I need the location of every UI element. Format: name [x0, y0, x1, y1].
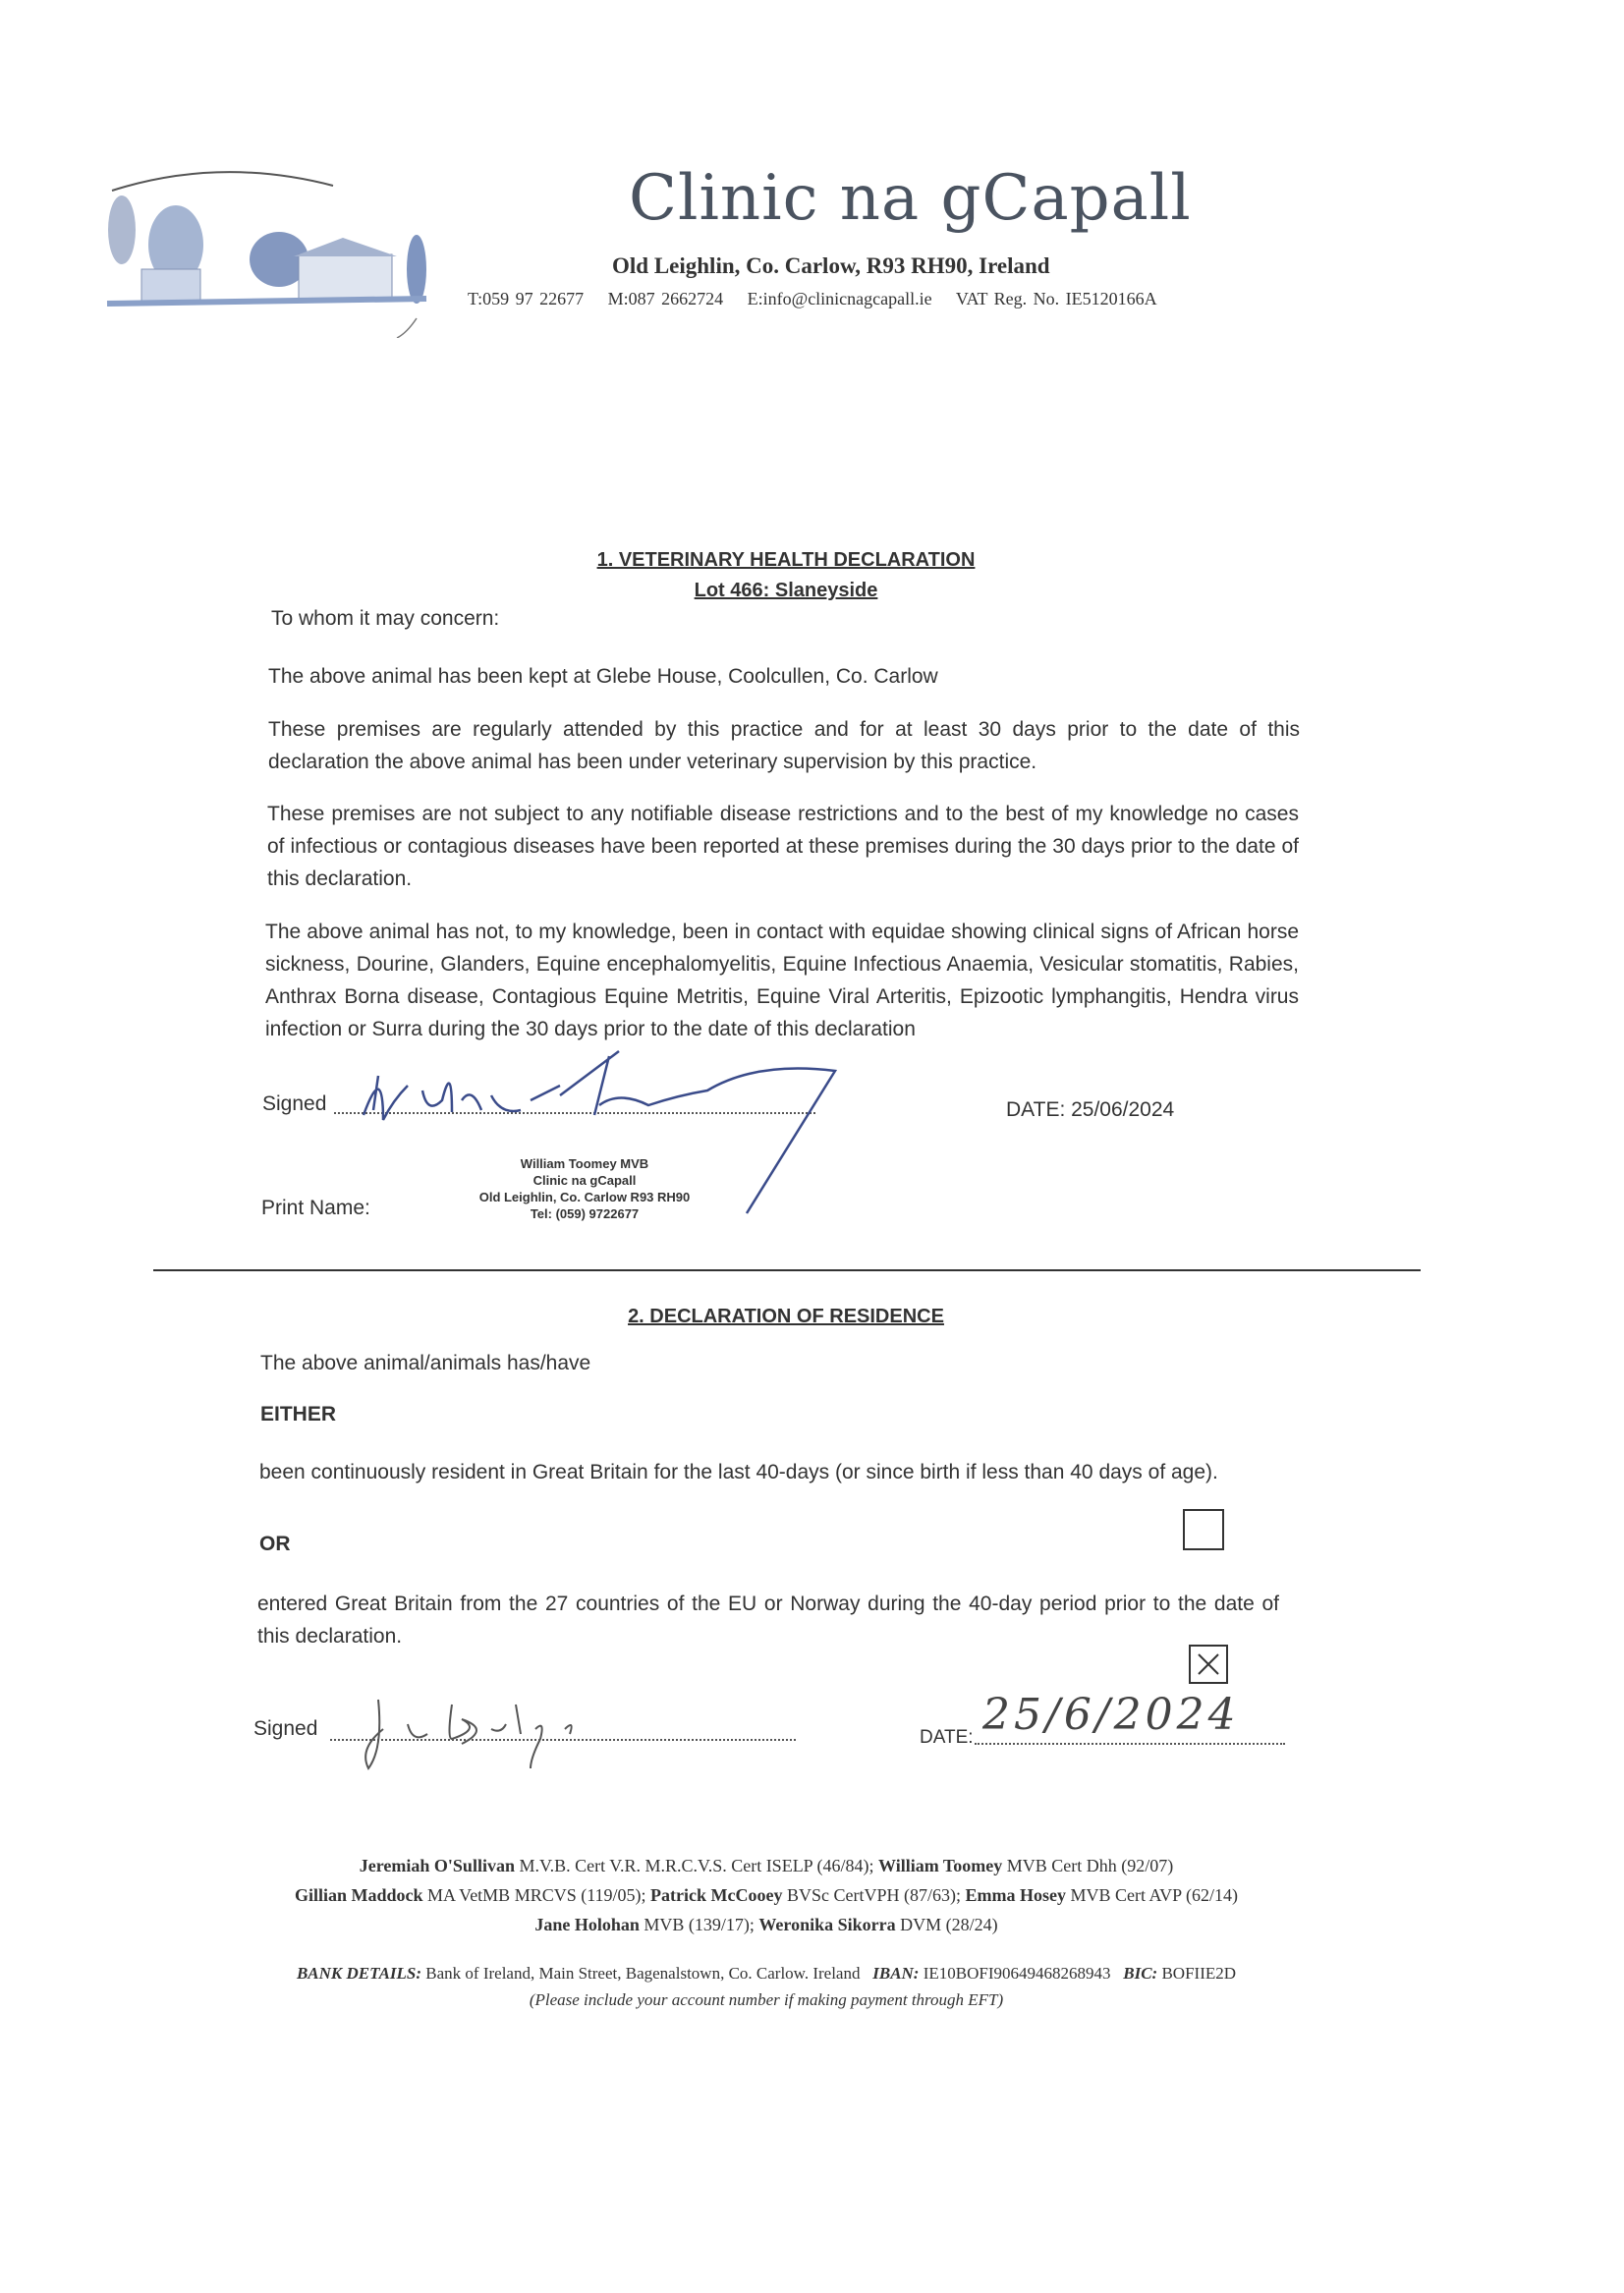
clinic-logo [102, 161, 441, 338]
clinic-contact [468, 289, 1175, 309]
vat-number: VAT Reg. No. IE5120166A [955, 289, 1157, 308]
or-label: OR [259, 1533, 291, 1555]
paragraph-supervision: These premises are regularly attended by this practice and for at least 30 days prior to the date of this declaration the above animal has been under veterinary supervision by this practice. [268, 718, 1300, 773]
mobile: M:087 2662724 [607, 289, 724, 308]
paragraph-premises: The above animal has been kept at Glebe House, Coolcullen, Co. Carlow [268, 665, 938, 688]
section-divider [153, 1269, 1421, 1271]
vet-line-1: Jeremiah O'Sullivan M.V.B. Cert V.R. M.R.C.V.S. Cert ISELP (46/84); William Toomey MVB Cert Dhh (92/07) [359, 1856, 1174, 1875]
lot-title: Lot 466: Slaneyside [694, 580, 878, 601]
owner-signature [354, 1690, 609, 1778]
vet-line-3: Jane Holohan MVB (139/17); Weronika Sikorra DVM (28/24) [534, 1915, 998, 1934]
vet-line-2: Gillian Maddock MA VetMB MRCVS (119/05); Patrick McCooey BVSc CertVPH (87/63); Emma Hosey MVB Cert AVP (62/14) [294, 1885, 1239, 1905]
clinic-address: Old Leighlin, Co. Carlow, R93 RH90, Ireland [612, 253, 1050, 278]
print-name-label: Print Name: [261, 1197, 370, 1219]
stamp-line: Clinic na gCapall [532, 1173, 637, 1188]
paragraph-disease: These premises are not subject to any notifiable disease restrictions and to the best of my knowledge no cases of infectious or contagious diseases have been reported at these premises during the 30 days prior to the date of this declaration. [267, 803, 1299, 890]
clinic-name: Clinic na gCapall [629, 162, 1192, 235]
handwritten-date: 25/6/2024 [982, 1690, 1240, 1740]
salutation: To whom it may concern: [271, 607, 500, 630]
paragraph-contact: The above animal has not, to my knowledge, been in contact with equidae showing clinical signs of African horse sickness, Dourine, Glanders, Equine encephalomyelitis, Equine Infectious Anaemia, Vesicular stomatitis, Rabies, Anthrax Borna disease, Contagious Equine Metritis, Equine Viral Arteritis, Epizootic lymphangitis, Hendra virus infection or Surra during the 30 days prior to the date of this declaration [265, 921, 1299, 1040]
section2-title: 2. DECLARATION OF RESIDENCE [628, 1306, 944, 1327]
vet-stamp [447, 1155, 722, 1222]
date-line-2 [975, 1743, 1285, 1745]
option-entered: entered Great Britain from the 27 countries of the EU or Norway during the 40-day period prior to the date of this declaration. [257, 1593, 1279, 1648]
bank-details [157, 1959, 1375, 2012]
signed-label: Signed [262, 1092, 327, 1115]
date-label-2: DATE: [920, 1727, 974, 1748]
phone: T:059 97 22677 [468, 289, 585, 308]
signed-label-2: Signed [253, 1717, 318, 1740]
option-entered-checkbox[interactable] [1189, 1645, 1228, 1684]
stamp-line: Tel: (059) 9722677 [530, 1206, 640, 1221]
residence-intro: The above animal/animals has/have [260, 1352, 591, 1374]
bank-line: BANK DETAILS: Bank of Ireland, Main Street, Bagenalstown, Co. Carlow. Ireland IBAN: IE10BOFI90649468268943 BIC: BOFIIE2D [296, 1964, 1237, 1983]
option-resident-checkbox[interactable] [1183, 1509, 1224, 1550]
stamp-line: William Toomey MVB [520, 1156, 649, 1171]
section1-title: 1. VETERINARY HEALTH DECLARATION [596, 549, 976, 571]
email: E:info@clinicnagcapall.ie [747, 289, 932, 308]
payment-note: (Please include your account number if making payment through EFT) [529, 1990, 1004, 2009]
vet-list [177, 1851, 1356, 1939]
either-label: EITHER [260, 1403, 337, 1426]
date-label: DATE: 25/06/2024 [1006, 1098, 1175, 1121]
option-resident: been continuously resident in Great Britain for the last 40-days (or since birth if less than 40 days of age). [259, 1461, 1218, 1483]
stamp-line: Old Leighlin, Co. Carlow R93 RH90 [478, 1190, 691, 1204]
check-x-icon [1191, 1647, 1226, 1682]
